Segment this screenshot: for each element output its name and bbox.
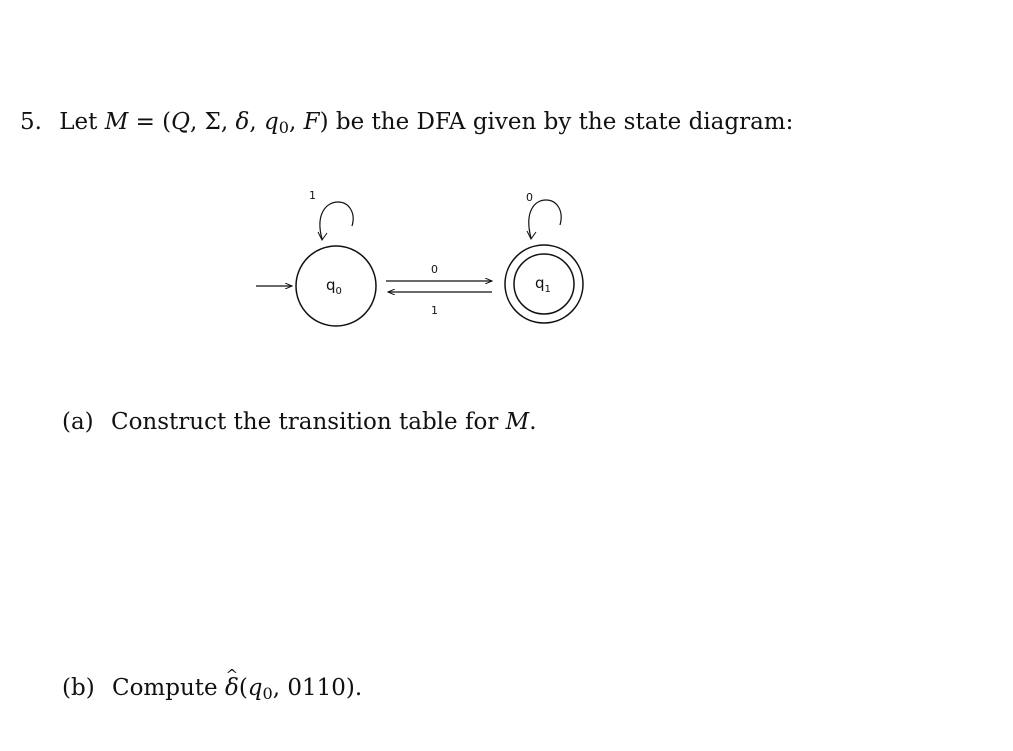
extended-delta-symbol: ^ δ (225, 672, 239, 704)
tuple-delta: δ (235, 109, 250, 135)
part-b-state: q (247, 675, 263, 701)
part-b-label: (b) (62, 675, 95, 701)
machine-symbol: M (104, 109, 129, 135)
part-b-text: Compute (111, 675, 225, 701)
q0-to-q1-symbol: 0 (431, 263, 438, 276)
state-q1-label: $q_1$ (535, 274, 551, 295)
tuple-start-subscript: 0 (278, 118, 289, 138)
part-b-state-subscript: 0 (262, 684, 273, 704)
part-a-machine: M (505, 409, 530, 435)
tuple-comma: , (220, 109, 236, 135)
part-b-input-string: , 0110). (272, 675, 363, 701)
q1-self-loop (529, 200, 561, 238)
tuple-comma: , (289, 109, 304, 135)
equals-sign: = ( (128, 109, 172, 135)
q0-loop-arrowhead (318, 232, 327, 240)
tuple-comma: , (249, 109, 265, 135)
state-q0-label: $q_0$ (326, 276, 342, 297)
part-a (62, 406, 537, 438)
part-b-open-paren: ( (238, 675, 248, 701)
tuple-close: ) (319, 109, 329, 135)
tuple-start-state: q (264, 109, 279, 135)
tuple-alphabet: Σ (204, 109, 221, 135)
part-a-text: Construct the transition table for (110, 409, 506, 435)
tuple-final-states: F (303, 109, 320, 135)
q1-loop-arrowhead (527, 231, 536, 239)
problem-number: 5. (20, 109, 42, 135)
problem-rest: be the DFA given by the state diagram: (328, 109, 794, 135)
q0-loop-symbol: 1 (309, 189, 316, 202)
problem-lead: Let (59, 109, 98, 135)
q1-to-q0-symbol: 1 (431, 304, 438, 317)
part-b (62, 672, 362, 704)
q0-self-loop (320, 202, 353, 239)
part-a-period: . (529, 409, 537, 435)
tuple-states: Q (171, 109, 191, 135)
part-a-label: (a) (62, 409, 94, 435)
q1-loop-symbol: 0 (526, 191, 533, 204)
tuple-comma: , (190, 109, 205, 135)
